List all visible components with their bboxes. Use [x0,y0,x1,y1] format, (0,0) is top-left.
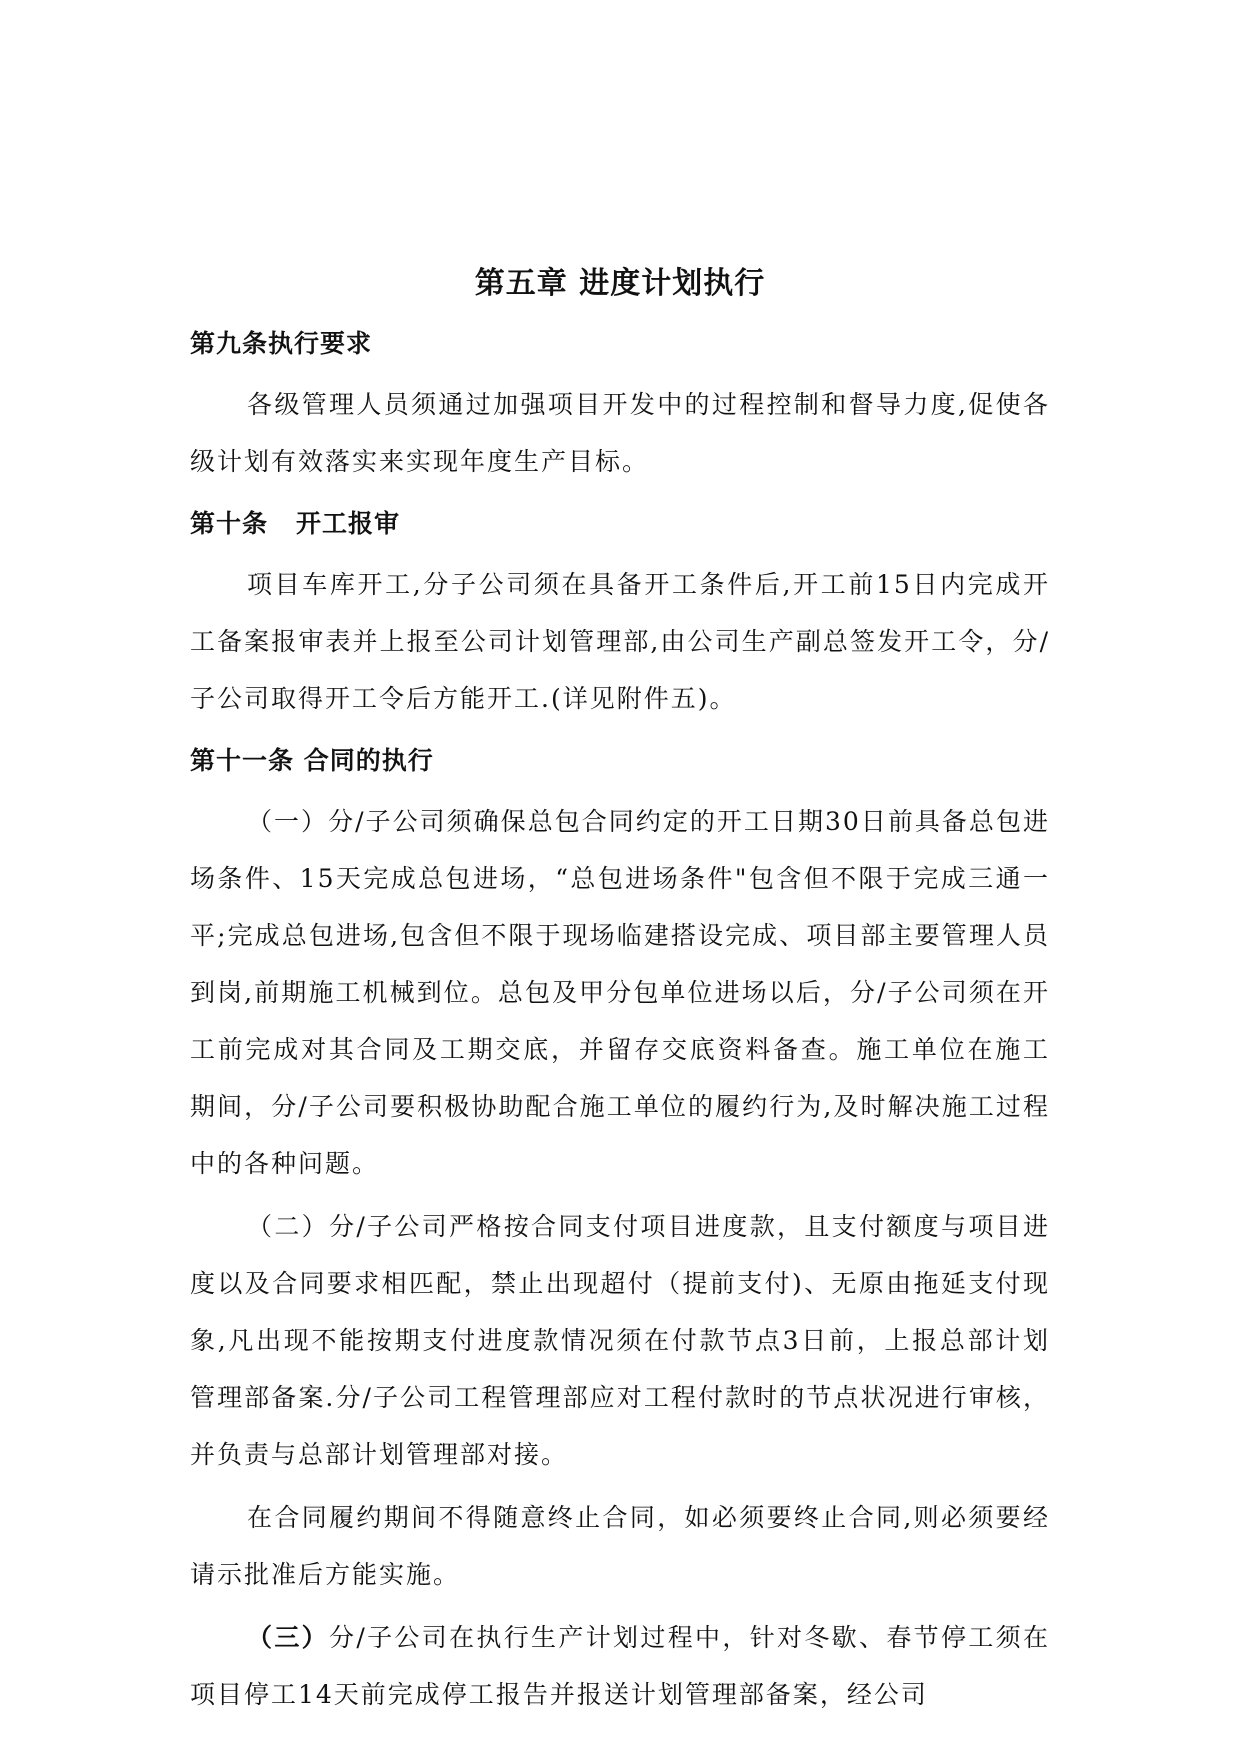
article-11-paragraph-2: （二）分/子公司严格按合同支付项目进度款，且支付额度与项目进度以及合同要求相匹配，禁止出现超付（提前支付)、无原由拖延支付现象,凡出现不能按期支付进度款情况须在付款节点3日前，上报总部计划管理部备案.分/子公司工程管理部应对工程付款时的节点状况进行审核，并负责与总部计划管理部对接。 [190,1212,1050,1469]
article-11-heading: 第十一条 合同的执行 [190,746,434,775]
article-10-title: 开工报审 [296,509,401,538]
article-11-paragraph-1: （一）分/子公司须确保总包合同约定的开工日期30日前具备总包进场条件、15天完成总包进场，“总包进场条件"包含但不限于完成三通一平;完成总包进场,包含但不限于现场临建搭设完成、项目部主要管理人员到岗,前期施工机械到位。总包及甲分包单位进场以后，分/子公司须在开工前完成对其合同及工期交底，并留存交底资料备查。施工单位在施工期间，分/子公司要积极协助配合施工单位的履约行为,及时解决施工过程中的各种问题。 [190,807,1050,1178]
article-9-paragraph: 各级管理人员须通过加强项目开发中的过程控制和督导力度,促使各级计划有效落实来实现年度生产目标。 [190,390,1050,476]
article-10-heading [190,502,1050,546]
article-9-heading: 第九条执行要求 [190,329,373,358]
article-10-paragraph: 项目车库开工,分子公司须在具备开工条件后,开工前15日内完成开工备案报审表并上报至公司计划管理部,由公司生产副总签发开工令，分/子公司取得开工令后方能开工.(详见附件五)。 [190,570,1050,713]
article-11-paragraph-3: 在合同履约期间不得随意终止合同，如必须要终止合同,则必须要经请示批准后方能实施。 [190,1503,1050,1589]
article-11-paragraph-4 [190,1609,1050,1723]
document-content [190,262,1050,1729]
chapter-title: 第五章 进度计划执行 [474,266,766,301]
paragraph-lead-number: （三） [247,1623,329,1652]
paragraph-text: 分/子公司在执行生产计划过程中，针对冬歇、春节停工须在项目停工14天前完成停工报告并报送计划管理部备案，经公司 [190,1623,1050,1709]
article-10-number: 第十条 [190,509,269,538]
